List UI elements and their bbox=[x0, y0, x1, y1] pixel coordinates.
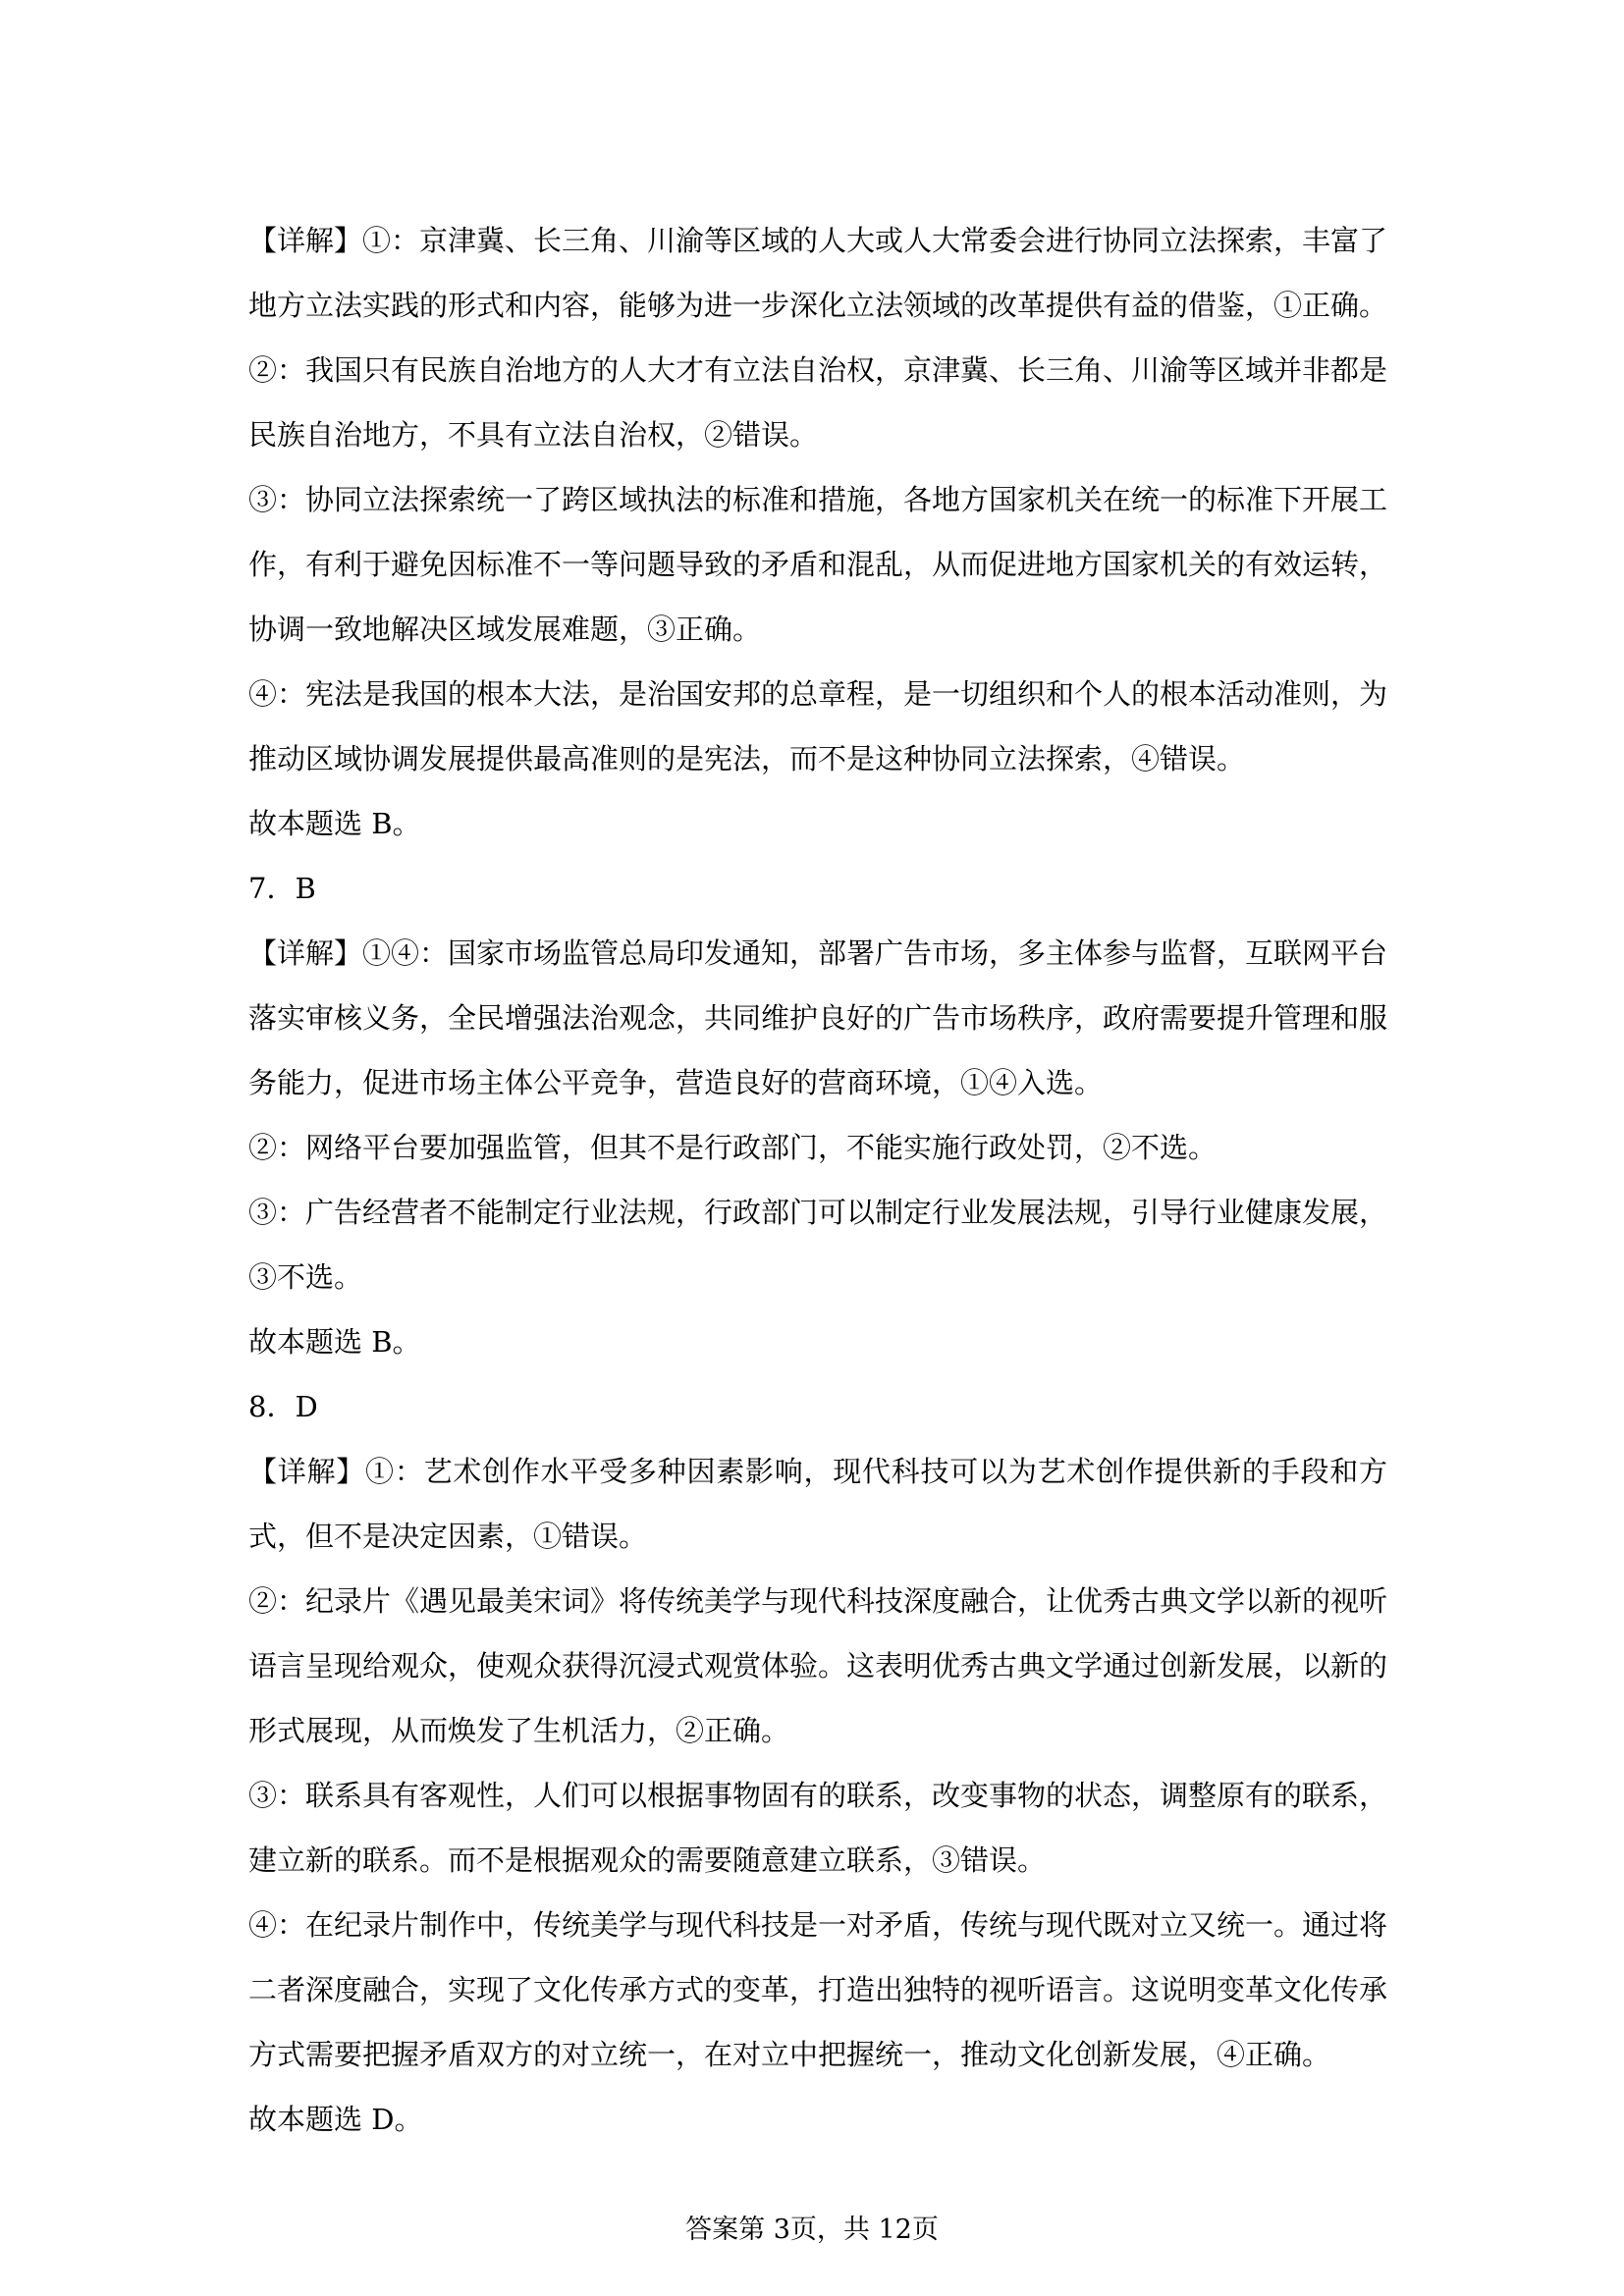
paragraph: ③：协同立法探索统一了跨区域执法的标准和措施，各地方国家机关在统一的标准下开展工作，有利于避免因标准不一等问题导致的矛盾和混乱，从而促进地方国家机关的有效运转，协调一致地解决区域发展难题，③正确。 bbox=[248, 483, 1388, 646]
paragraph: ③：联系具有客观性，人们可以根据事物固有的联系，改变事物的状态，调整原有的联系，建立新的联系。而不是根据观众的需要随意建立联系，③错误。 bbox=[248, 1779, 1388, 1877]
paragraph: ④：宪法是我国的根本大法，是治国安邦的总章程，是一切组织和个人的根本活动准则，为推动区域协调发展提供最高准则的是宪法，而不是这种协同立法探索，④错误。 bbox=[248, 677, 1388, 775]
conclusion: 故本题选 B。 bbox=[248, 807, 421, 840]
paragraph: 【详解】①④：国家市场监管总局印发通知，部署广告市场，多主体参与监督，互联网平台落实审核义务，全民增强法治观念，共同维护良好的广告市场秩序，政府需要提升管理和服务能力，促进市场主体公平竞争，营造良好的营商环境，①④入选。 bbox=[248, 936, 1388, 1099]
paragraph: ②：网络平台要加强监管，但其不是行政部门，不能实施行政处罚，②不选。 bbox=[248, 1131, 1218, 1164]
answer-content bbox=[248, 208, 1387, 2152]
conclusion: 故本题选 D。 bbox=[248, 2103, 423, 2136]
question-answer: 7．B bbox=[248, 872, 316, 905]
paragraph: 【详解】①：京津冀、长三角、川渝等区域的人大或人大常委会进行协同立法探索，丰富了地方立法实践的形式和内容，能够为进一步深化立法领域的改革提供有益的借鉴，①正确。 bbox=[248, 224, 1388, 322]
question-answer: 8．D bbox=[248, 1390, 318, 1423]
paragraph: ③：广告经营者不能制定行业法规，行政部门可以制定行业发展法规，引导行业健康发展，③不选。 bbox=[248, 1196, 1388, 1294]
paragraph: ②：我国只有民族自治地方的人大才有立法自治权，京津冀、长三角、川渝等区域并非都是民族自治地方，不具有立法自治权，②错误。 bbox=[248, 353, 1388, 452]
paragraph: ②：纪录片《遇见最美宋词》将传统美学与现代科技深度融合，让优秀古典文学以新的视听语言呈现给观众，使观众获得沉浸式观赏体验。这表明优秀古典文学通过创新发展，以新的形式展现，从而焕发了生机活力，②正确。 bbox=[248, 1584, 1388, 1747]
paragraph: 【详解】①：艺术创作水平受多种因素影响，现代科技可以为艺术创作提供新的手段和方式，但不是决定因素，①错误。 bbox=[248, 1455, 1387, 1553]
paragraph: ④：在纪录片制作中，传统美学与现代科技是一对矛盾，传统与现代既对立又统一。通过将二者深度融合，实现了文化传承方式的变革，打造出独特的视听语言。这说明变革文化传承方式需要把握矛盾双方的对立统一，在对立中把握统一，推动文化创新发展，④正确。 bbox=[248, 1908, 1388, 2071]
conclusion: 故本题选 B。 bbox=[248, 1325, 421, 1359]
page-footer: 答案第 3页，共 12页 bbox=[685, 2215, 939, 2245]
